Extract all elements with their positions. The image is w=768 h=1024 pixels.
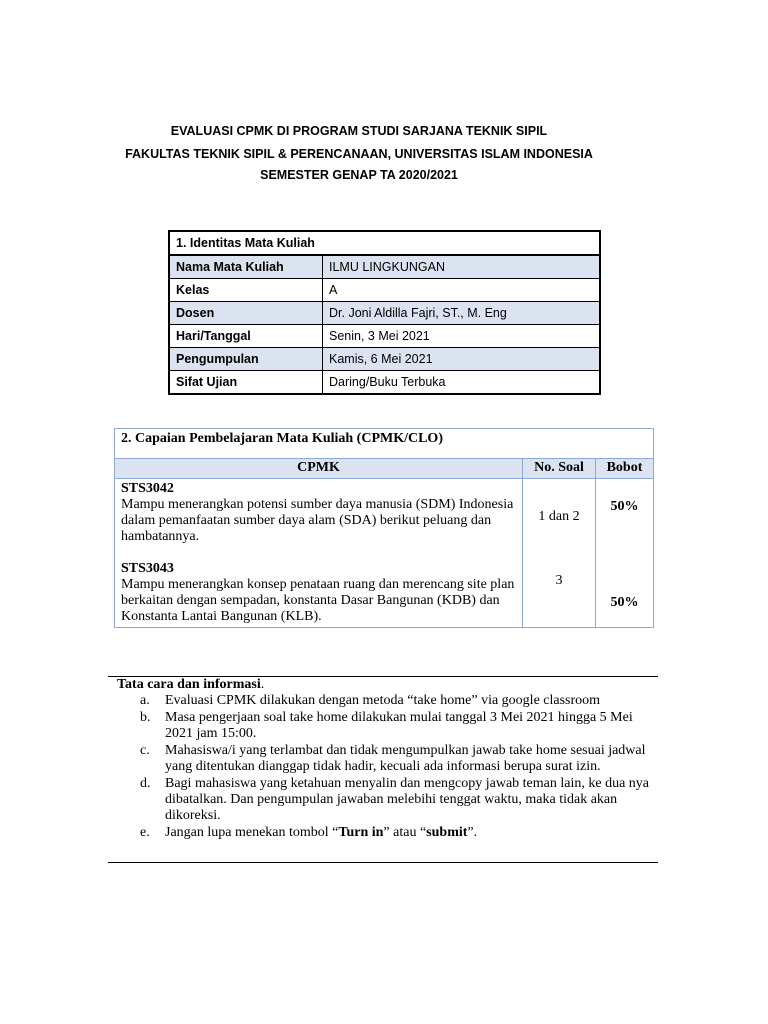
row-value: A (323, 279, 601, 302)
col-header-cpmk: CPMK (115, 459, 523, 479)
list-marker: c. (140, 743, 150, 758)
cpmk-table (114, 428, 654, 628)
table-row (169, 348, 600, 371)
instructions-title: Tata cara dan informasi (117, 677, 261, 692)
soal-value: 1 dan 2 (538, 509, 580, 524)
row-value: Dr. Joni Aldilla Fajri, ST., M. Eng (323, 302, 601, 325)
cpmk-description: Mampu menerangkan konsep penataan ruang dan merencang site plan berkaitan dengan sempadan, konstanta Dasar Bangunan (KDB) dan Konstanta Lantai Bangunan (KLB). (121, 577, 515, 624)
bottom-rule (108, 862, 658, 863)
list-item (140, 743, 657, 775)
soal-value: 3 (555, 573, 563, 588)
list-text-mid: ” atau “ (383, 825, 427, 840)
list-item (140, 693, 657, 709)
instructions-title-suffix: . (260, 677, 265, 692)
list-item (140, 710, 657, 742)
col-header-soal: No. Soal (523, 459, 596, 479)
table-row (169, 325, 600, 348)
list-item (140, 825, 657, 841)
table-row (115, 479, 654, 628)
row-value: Daring/Buku Terbuka (323, 371, 601, 395)
row-label: Hari/Tanggal (169, 325, 323, 348)
doc-title-line-2: FAKULTAS TEKNIK SIPIL & PERENCANAAN, UNIVERSITAS ISLAM INDONESIA (125, 147, 593, 161)
instructions-list (117, 693, 657, 841)
row-label: Pengumpulan (169, 348, 323, 371)
cpmk-code: STS3043 (121, 561, 174, 576)
table-row (169, 255, 600, 279)
list-marker: d. (140, 776, 151, 791)
cpmk-description: Mampu menerangkan potensi sumber daya manusia (SDM) Indonesia dalam pemanfaatan sumber daya alam (SDA) berikut peluang dan hambatannya. (121, 497, 514, 544)
col-header-bobot: Bobot (596, 459, 654, 479)
bobot-value: 50% (610, 595, 639, 610)
cpmk-code: STS3042 (121, 481, 174, 496)
identitas-title: 1. Identitas Mata Kuliah (169, 231, 600, 255)
identitas-table (168, 230, 601, 395)
instructions-heading (117, 677, 657, 693)
list-marker: a. (140, 693, 150, 708)
list-text: Evaluasi CPMK dilakukan dengan metoda “take home” via google classroom (165, 693, 601, 708)
list-item (140, 776, 657, 824)
list-text: Mahasiswa/i yang terlambat dan tidak mengumpulkan jawab take home sesuai jadwal yang ditentukan dianggap tidak hadir, kecuali ada informasi berupa surat izin. (165, 743, 646, 774)
bobot-cell (596, 479, 654, 628)
table-row (169, 371, 600, 395)
list-marker: b. (140, 710, 151, 725)
list-text-suffix: ”. (467, 825, 478, 840)
list-text-prefix: Jangan lupa menekan tombol “ (165, 825, 339, 840)
doc-title-line-3: SEMESTER GENAP TA 2020/2021 (260, 168, 458, 182)
table-row (169, 302, 600, 325)
list-text: Bagi mahasiswa yang ketahuan menyalin dan mengcopy jawab teman lain, ke dua nya dibatalkan. Dan pengumpulan jawaban melebihi tenggat waktu, maka tidak akan dikoreksi. (165, 776, 650, 823)
row-value: Kamis, 6 Mei 2021 (323, 348, 601, 371)
table-row (169, 279, 600, 302)
list-text: Masa pengerjaan soal take home dilakukan mulai tanggal 3 Mei 2021 hingga 5 Mei 2021 jam 15:00. (165, 710, 633, 741)
row-label: Kelas (169, 279, 323, 302)
bobot-value: 50% (610, 499, 639, 514)
submit-label: submit (426, 825, 468, 840)
row-label: Sifat Ujian (169, 371, 323, 395)
row-label: Nama Mata Kuliah (169, 255, 323, 279)
turn-in-label: Turn in (338, 825, 384, 840)
list-marker: e. (140, 825, 150, 840)
row-value: ILMU LINGKUNGAN (323, 255, 601, 279)
row-value: Senin, 3 Mei 2021 (323, 325, 601, 348)
row-label: Dosen (169, 302, 323, 325)
instructions-section (117, 677, 657, 842)
cpmk-table-title: 2. Capaian Pembelajaran Mata Kuliah (CPMK/CLO) (115, 429, 654, 459)
doc-title-line-1: EVALUASI CPMK DI PROGRAM STUDI SARJANA TEKNIK SIPIL (170, 124, 548, 138)
cpmk-cell (115, 479, 523, 628)
soal-cell (523, 479, 596, 628)
